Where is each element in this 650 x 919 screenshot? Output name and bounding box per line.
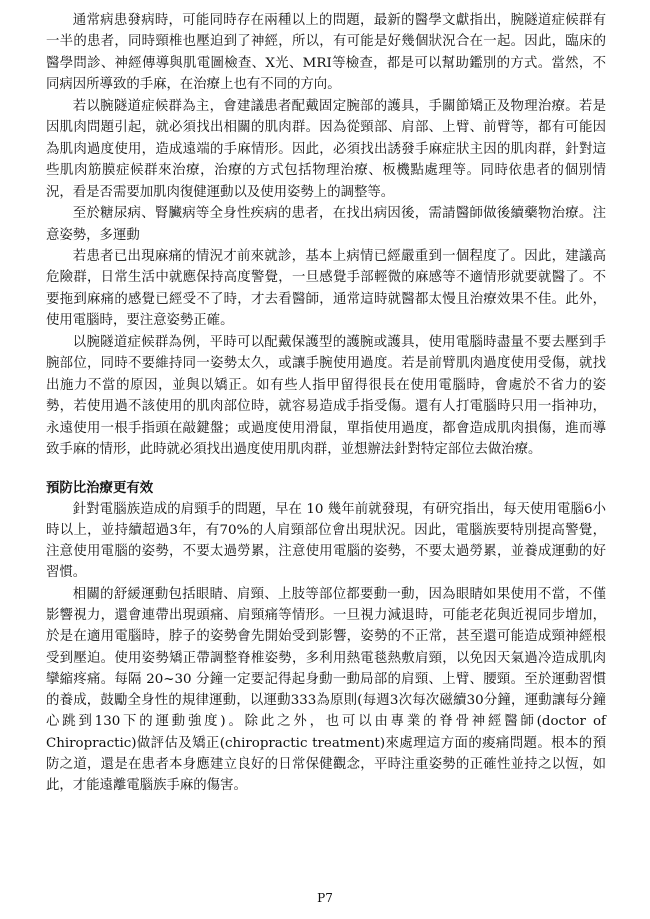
page-number: P7 — [317, 891, 333, 905]
paragraph-3: 至於糖尿病、腎臟病等全身性疾病的患者，在找出病因後，需請醫師做後續藥物治療。注意姿勢，多運動 — [46, 206, 606, 243]
section-heading: 預防比治療更有效 — [46, 479, 154, 496]
document-page — [46, 10, 606, 797]
paragraph-2: 若以腕隧道症候群為主，會建議患者配戴固定腕部的護具，手關節矯正及物理治療。若是因肌肉問題引起，就必須找出相關的肌肉群。因為從頸部、肩部、上臂、前臂等，都有可能因為肌肉過度使用，造成遠端的手麻情形。因此，必須找出誘發手麻症狀主因的肌肉群，針對這些肌肉筋膜症候群來治療，治療的方式包括物理治療、板機點處理等。同時依患者的個別情況，看是否需要加肌肉復健運動以及使用姿勢上的調整等。 — [46, 98, 606, 200]
paragraph-5: 以腕隧道症候群為例，平時可以配戴保護型的護腕或護具，使用電腦時盡量不要去壓到手腕部位，同時不要維持同一姿勢太久，或讓手腕使用過度。若是前臂肌肉過度使用受傷，就找出施力不當的原因，並與以矯正。如有些人指甲留得很長在使用電腦時，會處於不省力的姿勢，若使用過不該使用的肌肉部位時，就容易造成手指受傷。還有人打電腦時只用一指神功，永遠使用一根手指頭在敲鍵盤；或過度使用滑鼠，單指使用過度，都會造成肌肉損傷，進而導致手麻的情形，此時就必須找出過度使用肌肉群，並想辦法針對特定部位去做治療。 — [46, 334, 606, 458]
paragraph-1: 通常病患發病時，可能同時存在兩種以上的問題，最新的醫學文獻指出，腕隧道症候群有一半的患者，同時頸椎也壓迫到了神經，所以，有可能是好幾個狀況合在一起。因此，臨床的醫學問診、神經傳導與肌電圖檢查、X光、MRI等檢查，都是可以幫助鑑別的方式。當然，不同病因所導致的手麻，在治療上也有不同的方向。 — [46, 13, 606, 93]
body-text — [46, 10, 606, 461]
section-body — [46, 499, 606, 797]
section-paragraph-1: 針對電腦族造成的肩頸手的問題，早在 10 幾年前就發現，有研究指出，每天使用電腦6小時以上，並持續超過3年，有70%的人肩頸部位會出現狀況。因此，電腦族要特別提高警覺，注意使用電腦的姿勢，不要太過勞累，注意使用電腦的姿勢，不要太過勞累，並養成運動的好習慣。 — [46, 501, 606, 581]
section-paragraph-2: 相關的舒緩運動包括眼睛、肩頸、上肢等部位都要動一動，因為眼睛如果使用不當，不僅影響視力，還會連帶出現頭痛、肩頸痛等情形。一旦視力減退時，可能老花與近視同步增加，於是在適用電腦時，脖子的姿勢會先開始受到影響，姿勢的不正常，甚至還可能造成頸神經根受到壓迫。使用姿勢矯正帶調整脊椎姿勢，多利用熱電毯熱敷肩頸，以免因天氣過冷造成肌肉攣縮疼痛。每隔 20~30 分鐘一定要記得起身動一動局部的肩頸、上臂、腰頸。至於運動習慣的養成，鼓勵全身性的規律運動，以運動333為原則(每週3次每次磁續30分鐘，運動讓每分鐘心跳到130下的運動強度)。除此之外，也可以由專業的脊骨神經醫師(doctor of Chiropractic)做評估及矯正(chiropractic treatment)來處理這方面的痠痛問題。根本的預防之道，還是在患者本身應建立良好的日常保健觀念，平時注重姿勢的正確性並持之以恆，如此，才能遠離電腦族手麻的傷害。 — [46, 586, 606, 794]
paragraph-4: 若患者已出現麻痛的情況才前來就診，基本上病情已經嚴重到一個程度了。因此，建議高危險群，日常生活中就應保持高度警覺，一旦感覺手部輕微的麻感等不適情形就要就醫了。不要拖到麻痛的感覺已經受不了時，才去看醫師，通常這時就醫都太慢且治療效果不佳。此外，使用電腦時，要注意姿勢正確。 — [46, 248, 606, 329]
